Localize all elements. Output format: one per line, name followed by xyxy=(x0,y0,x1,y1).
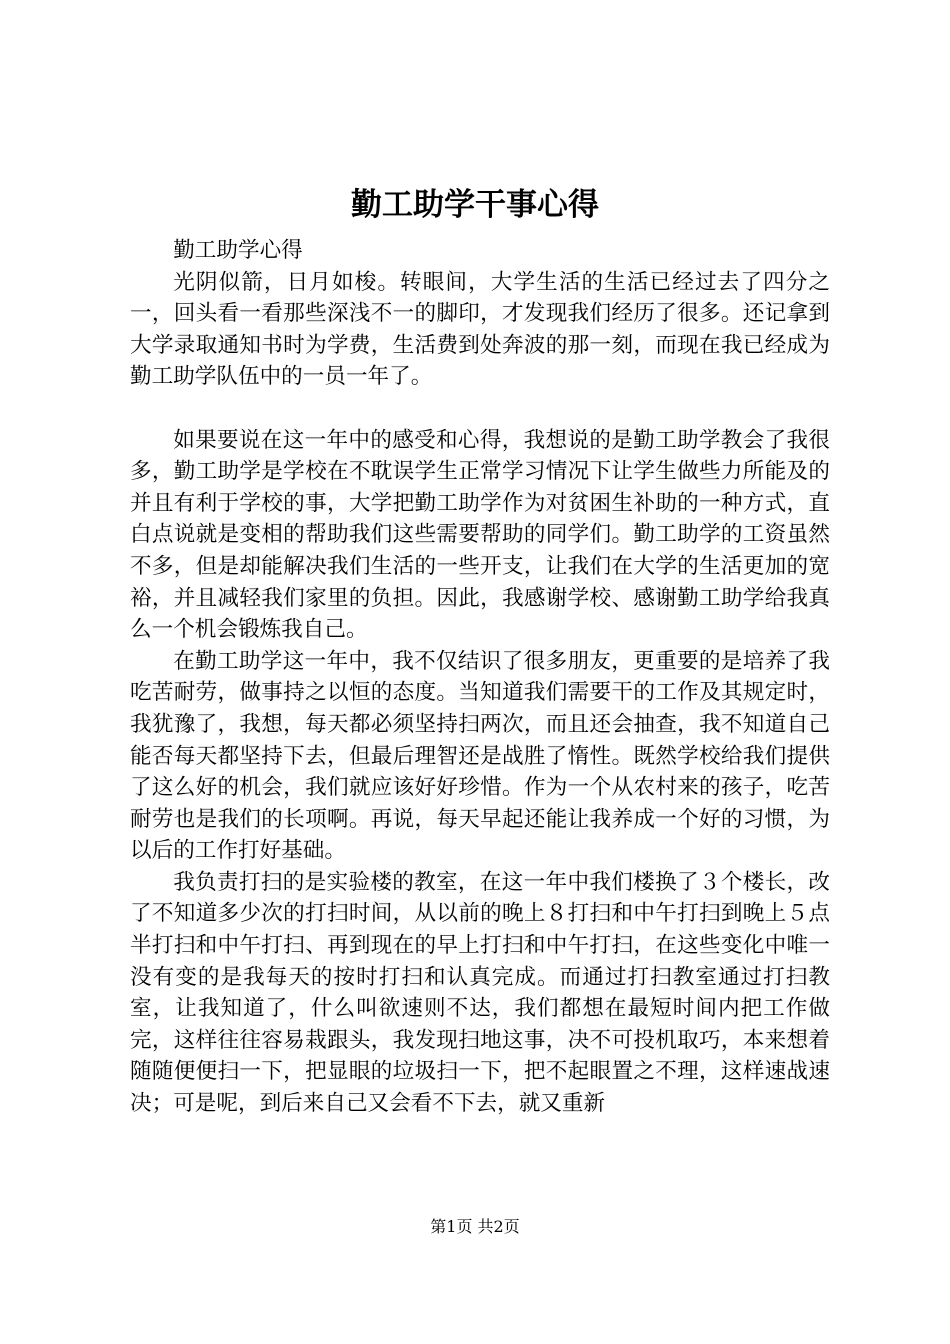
page-footer: 第1页 共2页 xyxy=(430,1217,520,1236)
paragraph-4: 我负责打扫的是实验楼的教室，在这一年中我们楼换了３个楼长，改了不知道多少次的打扫时间，从以前的晚上８打扫和中午打扫到晚上５点半打扫和中午打扫、再到现在的早上打扫和中午打扫，在这些变化中唯一没有变的是我每天的按时打扫和认真完成。而通过打扫教室通过打扫教室，让我知道了，什么叫欲速则不达，我们都想在最短时间内把工作做完，这样往往容易栽跟头，我发现扫地这事，决不可投机取巧，本来想着随随便便扫一下，把显眼的垃圾扫一下，把不起眼置之不理，这样速战速决；可是呢，到后来自己又会看不下去，就又重新 xyxy=(130,869,830,1117)
document-body xyxy=(130,235,830,1120)
document-title: 勤工助学干事心得 xyxy=(351,187,599,223)
paragraph-subtitle: 勤工助学心得 xyxy=(173,238,303,263)
paragraph-1: 光阴似箭，日月如梭。转眼间，大学生活的生活已经过去了四分之一，回头看一看那些深浅不一的脚印，才发现我们经历了很多。还记拿到大学录取通知书时为学费，生活费到处奔波的那一刻，而现在我已经成为勤工助学队伍中的一员一年了。 xyxy=(130,269,830,390)
paragraph-2: 如果要说在这一年中的感受和心得，我想说的是勤工助学教会了我很多，勤工助学是学校在不耽误学生正常学习情况下让学生做些力所能及的并且有利于学校的事，大学把勤工助学作为对贫困生补助的一种方式，直白点说就是变相的帮助我们这些需要帮助的同学们。勤工助学的工资虽然不多，但是却能解决我们生活的一些开支，让我们在大学的生活更加的宽裕，并且减轻我们家里的负担。因此，我感谢学校、感谢勤工助学给我真么一个机会锻炼我自己。 xyxy=(130,427,830,643)
paragraph-3: 在勤工助学这一年中，我不仅结识了很多朋友，更重要的是培养了我吃苦耐劳，做事持之以恒的态度。当知道我们需要干的工作及其规定时，我犹豫了，我想，每天都必须坚持扫两次，而且还会抽查，我不知道自己能否每天都坚持下去，但最后理智还是战胜了惰性。既然学校给我们提供了这么好的机会，我们就应该好好珍惜。作为一个从农村来的孩子，吃苦耐劳也是我们的长项啊。再说，每天早起还能让我养成一个好的习惯，为以后的工作打好基础。 xyxy=(130,648,830,864)
